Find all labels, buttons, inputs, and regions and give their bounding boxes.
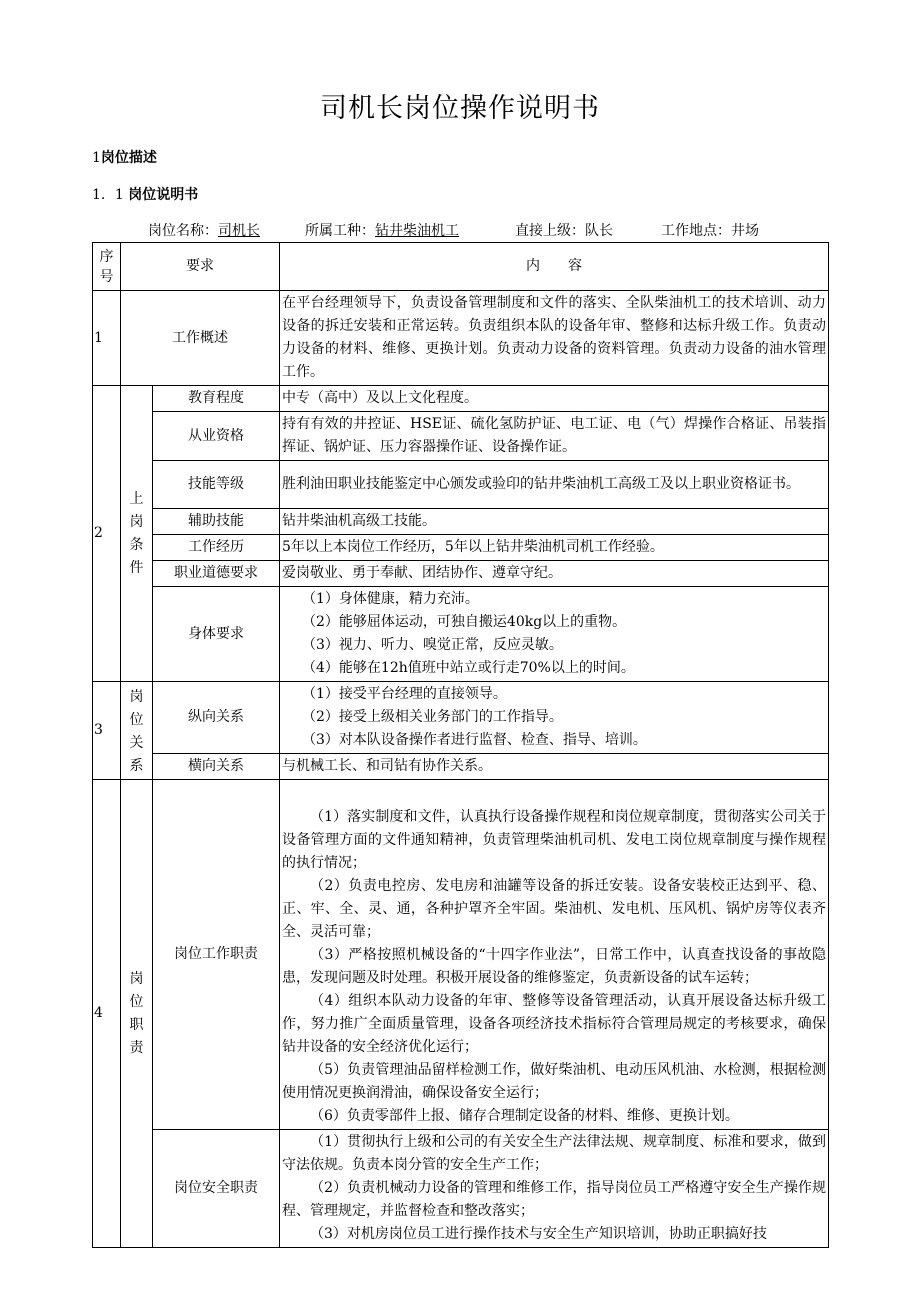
table-header-row (93, 243, 829, 291)
requirement-cell: 横向关系 (153, 754, 280, 780)
header-content: 内 容 (280, 243, 829, 291)
content-cell (280, 682, 829, 754)
table-row (93, 561, 829, 587)
paragraph: （5）负责管理油品留样检测工作，做好柴油机、电动压风机油、水检测，根据检测使用情况更换润滑油，确保设备安全运行； (282, 1062, 826, 1101)
requirement-cell: 辅助技能 (153, 509, 280, 535)
table-row (93, 780, 829, 1130)
trade-info (305, 220, 459, 240)
list-item: （4）能够在12h值班中站立或行走70%以上的时间。 (302, 660, 635, 676)
table-row (93, 461, 829, 509)
content-cell: 钻井柴油机高级工技能。 (280, 509, 829, 535)
table-row (93, 682, 829, 754)
content-cell: 中专（高中）及以上文化程度。 (280, 386, 829, 412)
paragraph: （1）贯彻执行上级和公司的有关安全生产法律法规、规章制度、标准和要求，做到守法依规。负责本岗分管的安全生产工作； (282, 1134, 826, 1173)
list-item: （3）对本队设备操作者进行监督、检查、指导、培训。 (302, 732, 647, 748)
location-label: 工作地点： (661, 223, 731, 239)
paragraph: （3）对机房岗位员工进行操作技术与安全生产知识培训，协助正职搞好技 (310, 1226, 767, 1242)
requirement-cell: 教育程度 (153, 386, 280, 412)
location-info (661, 220, 759, 240)
post-name-info (148, 220, 260, 240)
row-number: 4 (93, 780, 121, 1248)
content-cell: 5年以上本岗位工作经历，5年以上钻井柴油机司机工作经验。 (280, 535, 829, 561)
content-cell: 持有有效的井控证、HSE证、硫化氢防护证、电工证、电（气）焊操作合格证、吊装指挥证、锅炉证、压力容器操作证、设备操作证。 (280, 412, 829, 461)
section-title: 岗位描述 (100, 150, 157, 166)
section-heading-1 (92, 147, 157, 167)
row-number: 2 (93, 386, 121, 682)
requirement-cell: 纵向关系 (153, 682, 280, 754)
group-label: 岗位关系 (121, 682, 153, 780)
content-cell: 胜利油田职业技能鉴定中心颁发或验印的钻井柴油机工高级工及以上职业资格证书。 (280, 461, 829, 509)
post-name-value: 司机长 (218, 223, 260, 239)
post-name-label: 岗位名称： (148, 223, 218, 239)
content-cell (280, 1130, 829, 1248)
paragraph: （4）组织本队动力设备的年审、整修等设备管理活动，认真开展设备达标升级工作，努力推广全面质量管理，设备各项经济技术指标符合管理局规定的考核要求，确保钻井设备的安全经济优化运行； (282, 993, 826, 1055)
requirement-cell: 岗位工作职责 (153, 780, 280, 1130)
job-description-table (92, 242, 829, 1248)
paragraph: （1）落实制度和文件，认真执行设备操作规程和岗位规章制度，贯彻落实公司关于设备管理方面的文件通知精神，负责管理柴油机司机、发电工岗位规章制度与操作规程的执行情况； (282, 809, 826, 871)
table-row (93, 1130, 829, 1248)
trade-value: 钻井柴油机工 (375, 223, 459, 239)
requirement-cell: 工作经历 (153, 535, 280, 561)
superior-value: 队长 (585, 223, 613, 239)
group-label: 岗位职责 (121, 780, 153, 1248)
paragraph: （6）负责零部件上报、储存合理制定设备的材料、维修、更换计划。 (310, 1108, 739, 1124)
content-cell: 在平台经理领导下，负责设备管理制度和文件的落实、全队柴油机工的技术培训、动力设备的拆迁安装和正常运转。负责组织本队的设备年审、整修和达标升级工作。负责动力设备的材料、维修、更换计划。负责动力设备的资料管理。负责动力设备的油水管理工作。 (280, 291, 829, 386)
requirement-cell: 身体要求 (153, 587, 280, 682)
paragraph: （3）严格按照机械设备的“十四字作业法”，日常工作中，认真查找设备的事故隐患，发现问题及时处理。积极开展设备的维修鉴定，负责新设备的试车运转； (282, 947, 826, 986)
requirement-cell: 技能等级 (153, 461, 280, 509)
table-row (93, 509, 829, 535)
section-number: 1．1 (92, 187, 124, 203)
content-cell (280, 587, 829, 682)
table-row (93, 754, 829, 780)
list-item: （3）视力、听力、嗅觉正常，反应灵敏。 (302, 637, 563, 653)
superior-label: 直接上级： (515, 223, 585, 239)
content-cell: 与机械工长、和司钻有协作关系。 (280, 754, 829, 780)
header-requirement: 要求 (121, 243, 280, 291)
row-number: 1 (93, 291, 121, 386)
header-no: 序号 (93, 243, 121, 291)
table-row (93, 412, 829, 461)
list-item: （2）接受上级相关业务部门的工作指导。 (302, 709, 563, 725)
requirement-cell: 工作概述 (121, 291, 280, 386)
location-value: 井场 (731, 223, 759, 239)
table-row (93, 291, 829, 386)
table-row (93, 386, 829, 412)
list-item: （1）接受平台经理的直接领导。 (302, 686, 507, 702)
table-row (93, 587, 829, 682)
requirement-cell: 从业资格 (153, 412, 280, 461)
superior-info (515, 220, 613, 240)
document-title: 司机长岗位操作说明书 (320, 93, 600, 124)
section-title: 岗位说明书 (128, 187, 199, 203)
section-heading-1-1 (92, 184, 198, 204)
row-number: 3 (93, 682, 121, 780)
table-row (93, 535, 829, 561)
trade-label: 所属工种： (305, 223, 375, 239)
requirement-cell: 岗位安全职责 (153, 1130, 280, 1248)
list-item: （2）能够屈体运动，可独自搬运40kg以上的重物。 (302, 614, 627, 630)
group-label: 上岗条件 (121, 386, 153, 682)
section-number: 1 (92, 150, 101, 166)
paragraph: （2）负责机械动力设备的管理和维修工作，指导岗位员工严格遵守安全生产操作规程、管理规定，并监督检查和整改落实； (282, 1180, 826, 1219)
paragraph: （2）负责电控房、发电房和油罐等设备的拆迁安装。设备安装校正达到平、稳、正、牢、全、灵、通，各种护罩齐全牢固。柴油机、发电机、压风机、锅炉房等仪表齐全、灵活可靠； (282, 878, 826, 940)
content-cell: 爱岗敬业、勇于奉献、团结协作、遵章守纪。 (280, 561, 829, 587)
list-item: （1）身体健康，精力充沛。 (302, 591, 479, 607)
content-cell (280, 780, 829, 1130)
requirement-cell: 职业道德要求 (153, 561, 280, 587)
